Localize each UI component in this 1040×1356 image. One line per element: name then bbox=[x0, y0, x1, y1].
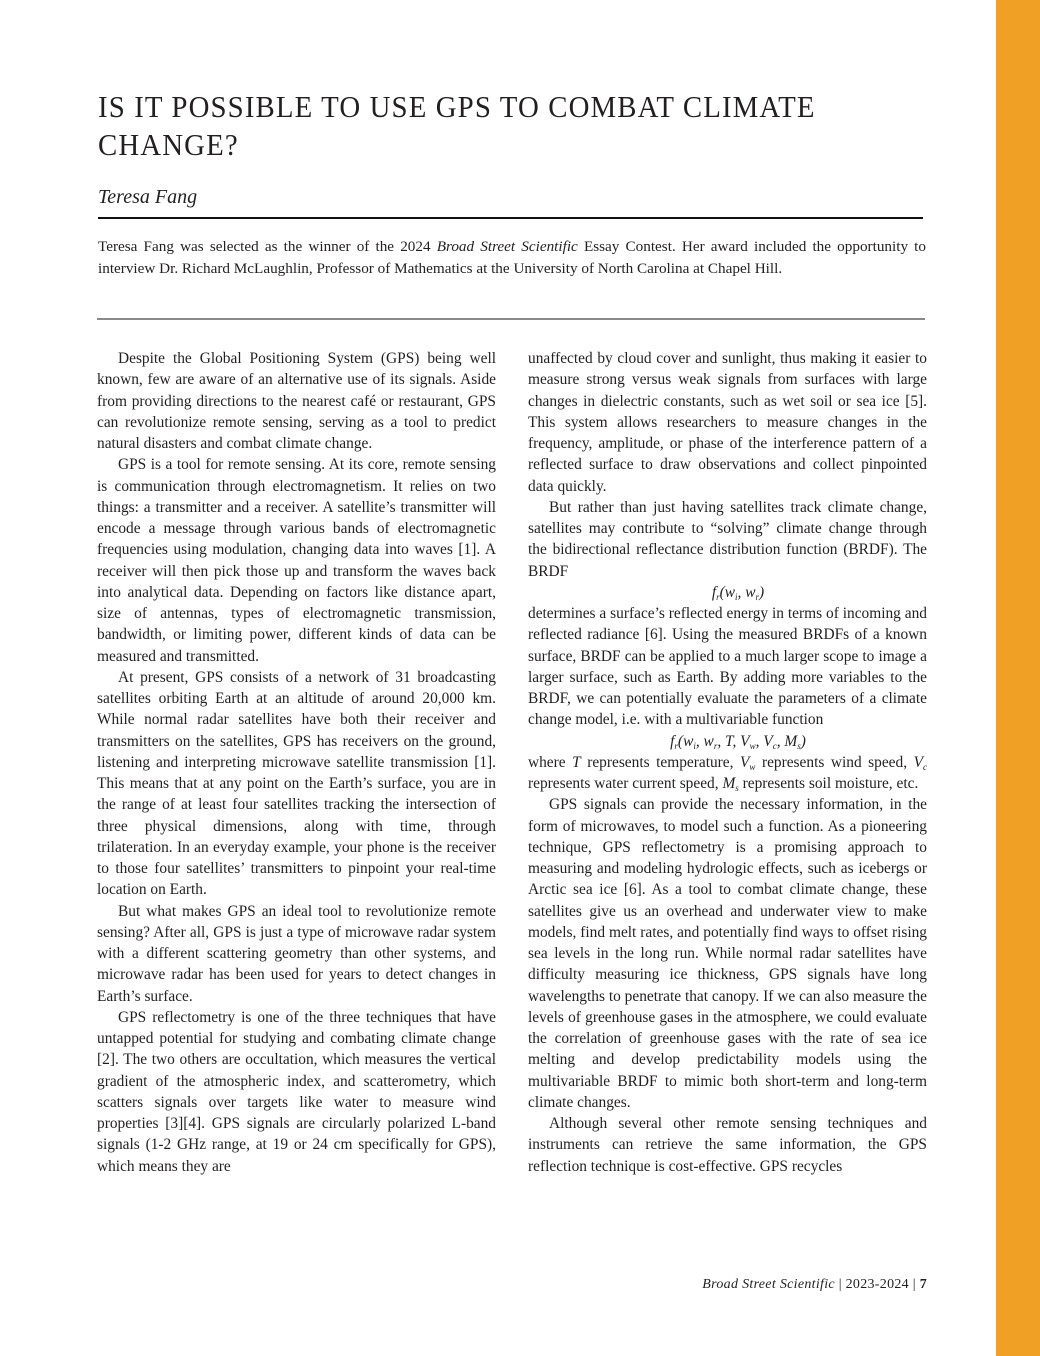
body-paragraph: determines a surface’s reflected energy in terms of incoming and reflected radiance [6]. Using the measured BRDFs of a known surface, BRDF can be applied to a much larger scope to image a larger surface, such as Earth. By adding more variables to the BRDF, we can potentially evaluate the parameters of a climate change model, i.e. with a multivariable function bbox=[528, 605, 927, 729]
intro-publication-name: Broad Street Scientific bbox=[436, 238, 578, 255]
brdf-equation: $f_r(w_i$, $w_r$) bbox=[711, 583, 765, 602]
intro-text-after: Essay Contest. Her award included the opportunity to interview Dr. Richard McLaughlin, Professor of Mathematics at the University of North Carolina at Chapel Hill. bbox=[98, 238, 926, 277]
page-footer bbox=[702, 1277, 927, 1293]
left-column bbox=[97, 348, 496, 1177]
intro-divider bbox=[97, 318, 925, 320]
intro-text-before: Teresa Fang was selected as the winner of the 2024 bbox=[98, 238, 437, 255]
article-title: IS IT POSSIBLE TO USE GPS TO COMBAT CLIMATE CHANGE? bbox=[98, 89, 816, 162]
body-paragraph: Although several other remote sensing techniques and instruments can retrieve the same information, the GPS reflection technique is cost-effective. GPS recycles bbox=[528, 1115, 927, 1175]
variable-definitions-paragraph: where T represents temperature, $V_w$ represents wind speed, $V_c$ represents water current speed, $M_s$ represents soil moisture, etc. bbox=[528, 753, 927, 793]
body-paragraph: GPS reflectometry is one of the three techniques that have untapped potential for studying and combating climate change [2]. The two others are occultation, which measures the vertical gradient of the atmospheric index, and scatterometry, which scatters signals over targets like water to measure wind properties [3][4]. GPS signals are circularly polarized L-band signals (1-2 GHz range, at 19 or 24 cm specifically for GPS), which means they are bbox=[97, 1008, 496, 1175]
footer-separator: | bbox=[908, 1277, 920, 1292]
body-paragraph: GPS is a tool for remote sensing. At its core, remote sensing is communication through electromagnetism. It relies on two things: a transmitter and a receiver. A satellite’s transmitter will encode a message through various bands of electromagnetic frequencies using modulation, changing data into waves [1]. A receiver will then pick those up and transform the waves back into analytical data. Depending on factors like distance apart, size of antennas, types of electromagnetic transmission, bandwidth, or limiting power, different kinds of data can be measured and transmitted. bbox=[97, 456, 496, 665]
page-number: 7 bbox=[919, 1277, 927, 1292]
footer-separator: | bbox=[834, 1277, 846, 1292]
footer-publication: Broad Street Scientific bbox=[702, 1277, 835, 1292]
right-column bbox=[528, 348, 927, 1177]
article-author: Teresa Fang bbox=[98, 186, 198, 208]
title-divider bbox=[98, 217, 923, 219]
body-paragraph: But what makes GPS an ideal tool to revolutionize remote sensing? After all, GPS is just a type of microwave radar system with a different scattering geometry than other systems, and microwave radar has been used for years to detect changes in Earth’s surface. bbox=[97, 902, 496, 1005]
body-paragraph: GPS signals can provide the necessary information, in the form of microwaves, to model such a function. As a pioneering technique, GPS reflectometry is a promising approach to measuring and modeling hydrologic effects, such as icebergs or Arctic sea ice [6]. As a tool to combat climate change, these satellites give us an overhead and underwater view to make models, find melt rates, and potentially find ways to offset rising sea levels in the long run. While normal radar satellites have difficulty measuring ice thickness, GPS signals have long wavelengths to penetrate that canopy. If we can also measure the levels of greenhouse gases in the atmosphere, we could evaluate the correlation of greenhouse gases with the rate of sea ice melting and develop predictability models using the multivariable BRDF to mimic both short-term and long-term climate changes. bbox=[528, 796, 927, 1111]
body-paragraph: unaffected by cloud cover and sunlight, thus making it easier to measure strong versus weak signals from surfaces with large changes in dielectric constants, such as wet soil or sea ice [5]. This system allows researchers to measure changes in the frequency, amplitude, or phase of the interference pattern of a reflected surface to draw observations and collect pinpointed data quickly. bbox=[528, 350, 927, 495]
intro-paragraph bbox=[98, 236, 926, 279]
footer-years: 2023-2024 bbox=[845, 1277, 909, 1292]
body-paragraph: Despite the Global Positioning System (GPS) being well known, few are aware of an alternative use of its signals. Aside from providing directions to the nearest café or restaurant, GPS can revolutionize remote sensing, serving as a tool to predict natural disasters and combat climate change. bbox=[97, 350, 496, 452]
body-paragraph: At present, GPS consists of a network of 31 broadcasting satellites orbiting Earth at an altitude of around 20,000 km. While normal radar satellites have both their receiver and transmitters on the satellites, GPS has receivers on the ground, listening and interpreting microwave satellite transmission [1]. This means that at any point on the Earth’s surface, you are in the range of at least four satellites tracking the intersection of three physical dimensions, along with time, through trilateration. In an everyday example, your phone is the receiver to those four satellites’ transmitters to pinpoint your real-time location on Earth. bbox=[97, 668, 496, 899]
body-paragraph: But rather than just having satellites track climate change, satellites may contribute to “solving” climate change through the bidirectional reflectance distribution function (BRDF). The BRDF bbox=[528, 498, 927, 580]
accent-side-bar bbox=[996, 0, 1040, 1356]
multivariable-brdf-equation: $f_r(w_i$, $w_r$, T, $V_w$, $V_c$, $M_s$) bbox=[670, 732, 806, 751]
